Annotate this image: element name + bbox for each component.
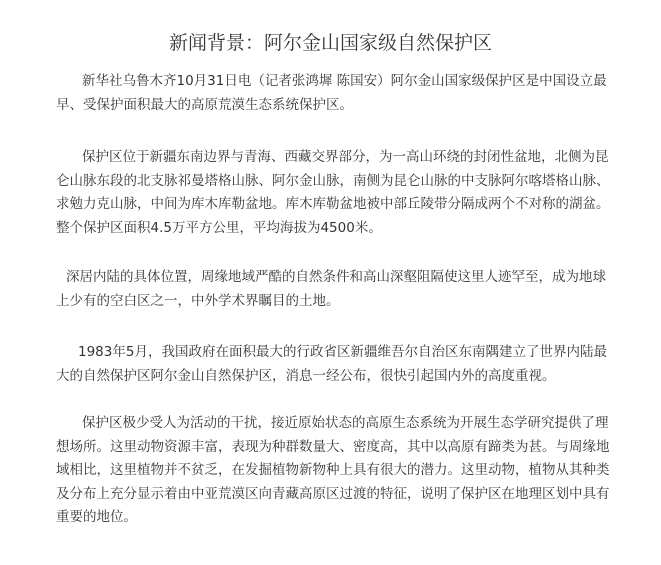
- article-paragraph-3: 深居内陆的具体位置，周缘地域严酷的自然条件和高山深壑阻隔使这里人迹罕至，成为地球上少有的空白区之一，中外学术界瞩目的土地。: [56, 269, 606, 309]
- article-paragraph-2: 保护区位于新疆东南边界与青海、西藏交界部分，为一高山环绕的封闭性盆地，北侧为昆仑山脉东段的北支脉祁曼塔格山脉、阿尔金山脉，南侧为昆仑山脉的中支脉阿尔喀塔格山脉、求勉力克山脉，中间为库木库勒盆地。库木库勒盆地被中部丘陵带分隔成两个不对称的湖盆。整个保护区面积4.5万平方公里，平均海拔为4500米。: [56, 149, 610, 236]
- article-paragraph-1: 新华社乌鲁木齐10月31日电（记者张鸿墀 陈国安）阿尔金山国家级保护区是中国设立最早、受保护面积最大的高原荒漠生态系统保护区。: [56, 73, 607, 113]
- article-paragraph-5: 保护区极少受人为活动的干扰，接近原始状态的高原生态系统为开展生态学研究提供了理想场所。这里动物资源丰富，表现为种群数量大、密度高，其中以高原有蹄类为甚。与周缘地域相比，这里植物并不贫乏，在发掘植物新物种上具有很大的潜力。这里动物，植物从其种类及分布上充分显示着由中亚荒漠区向青藏高原区过渡的特征，说明了保护区在地理区划中具有重要的地位。: [56, 415, 610, 525]
- article-paragraph-4: 1983年5月，我国政府在面积最大的行政省区新疆维吾尔自治区东南隅建立了世界内陆最大的自然保护区阿尔金山自然保护区，消息一经公布，很快引起国内外的高度重视。: [56, 344, 607, 384]
- article-title: 新闻背景：阿尔金山国家级自然保护区: [168, 32, 492, 54]
